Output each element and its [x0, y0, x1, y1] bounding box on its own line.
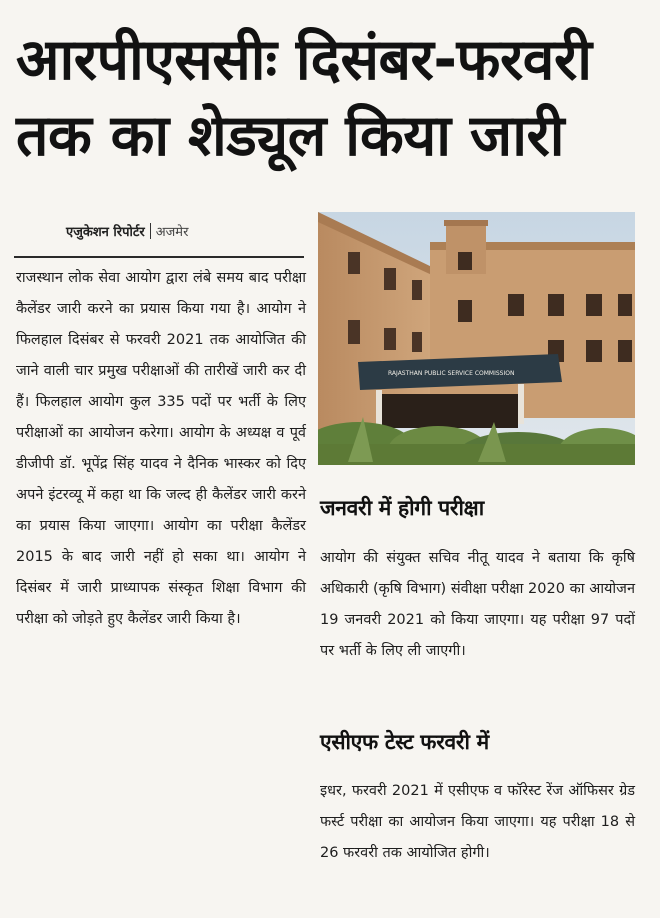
byline: [66, 222, 188, 244]
byline-reporter: एजुकेशन रिपोर्टर: [66, 225, 145, 240]
section-body-acf: इधर, फरवरी 2021 में एसीएफ व फॉरेस्ट रेंज ऑफिसर ग्रेड फर्स्ट परीक्षा का आयोजन किया जाएगा। यह परीक्षा 18 से 26 फरवरी तक आयोजित होगी।: [320, 783, 635, 861]
byline-separator: [150, 223, 151, 239]
article-left-column: [16, 263, 306, 635]
section-heading-january: जनवरी में होगी परीक्षा: [320, 496, 484, 520]
headline: [16, 22, 646, 174]
rpsc-building-photo: [318, 212, 635, 465]
byline-city: अजमेर: [155, 225, 189, 240]
headline-line-2: तक का शेड्यूल किया जारी: [16, 103, 565, 169]
byline-rule: [14, 256, 304, 258]
article-left-text: राजस्थान लोक सेवा आयोग द्वारा लंबे समय बाद परीक्षा कैलेंडर जारी करने का प्रयास किया गया है। आयोग ने फिलहाल दिसंबर से फरवरी 2021 तक आयोजित की जाने वाली चार प्रमुख परीक्षाओं की तारीखें जारी कर दी हैं। फिलहाल आयोग कुल 335 पदों पर भर्ती के लिए परीक्षाओं का आयोजन करेगा। आयोग के अध्यक्ष व पूर्व डीजीपी डॉ. भूपेंद्र सिंह यादव ने दैनिक भास्कर को दिए अपने इंटरव्यू में कहा था कि जल्द ही कैलेंडर जारी करने का प्रयास किया जाएगा। आयोग का परीक्षा कैलेंडर 2015 के बाद जारी नहीं हो सका था। आयोग ने दिसंबर में जारी प्राध्यापक संस्कृत शिक्षा विभाग की परीक्षा को जोड़ते हुए कैलेंडर जारी किया है।: [16, 270, 306, 627]
headline-line-1: आरपीएससीः दिसंबर-फरवरी: [16, 27, 592, 93]
section-body-january: आयोग की संयुक्त सचिव नीतू यादव ने बताया कि कृषि अधिकारी (कृषि विभाग) संवीक्षा परीक्षा 2020 का आयोजन 19 जनवरी 2021 को किया जाएगा। यह परीक्षा 97 पदों पर भर्ती के लिए ली जाएगी।: [320, 550, 635, 659]
building-photo-icon: [318, 212, 635, 465]
section-heading-acf: एसीएफ टेस्ट फरवरी में: [320, 730, 489, 754]
signboard-text: RAJASTHAN PUBLIC SERVICE COMMISSION: [388, 370, 515, 377]
